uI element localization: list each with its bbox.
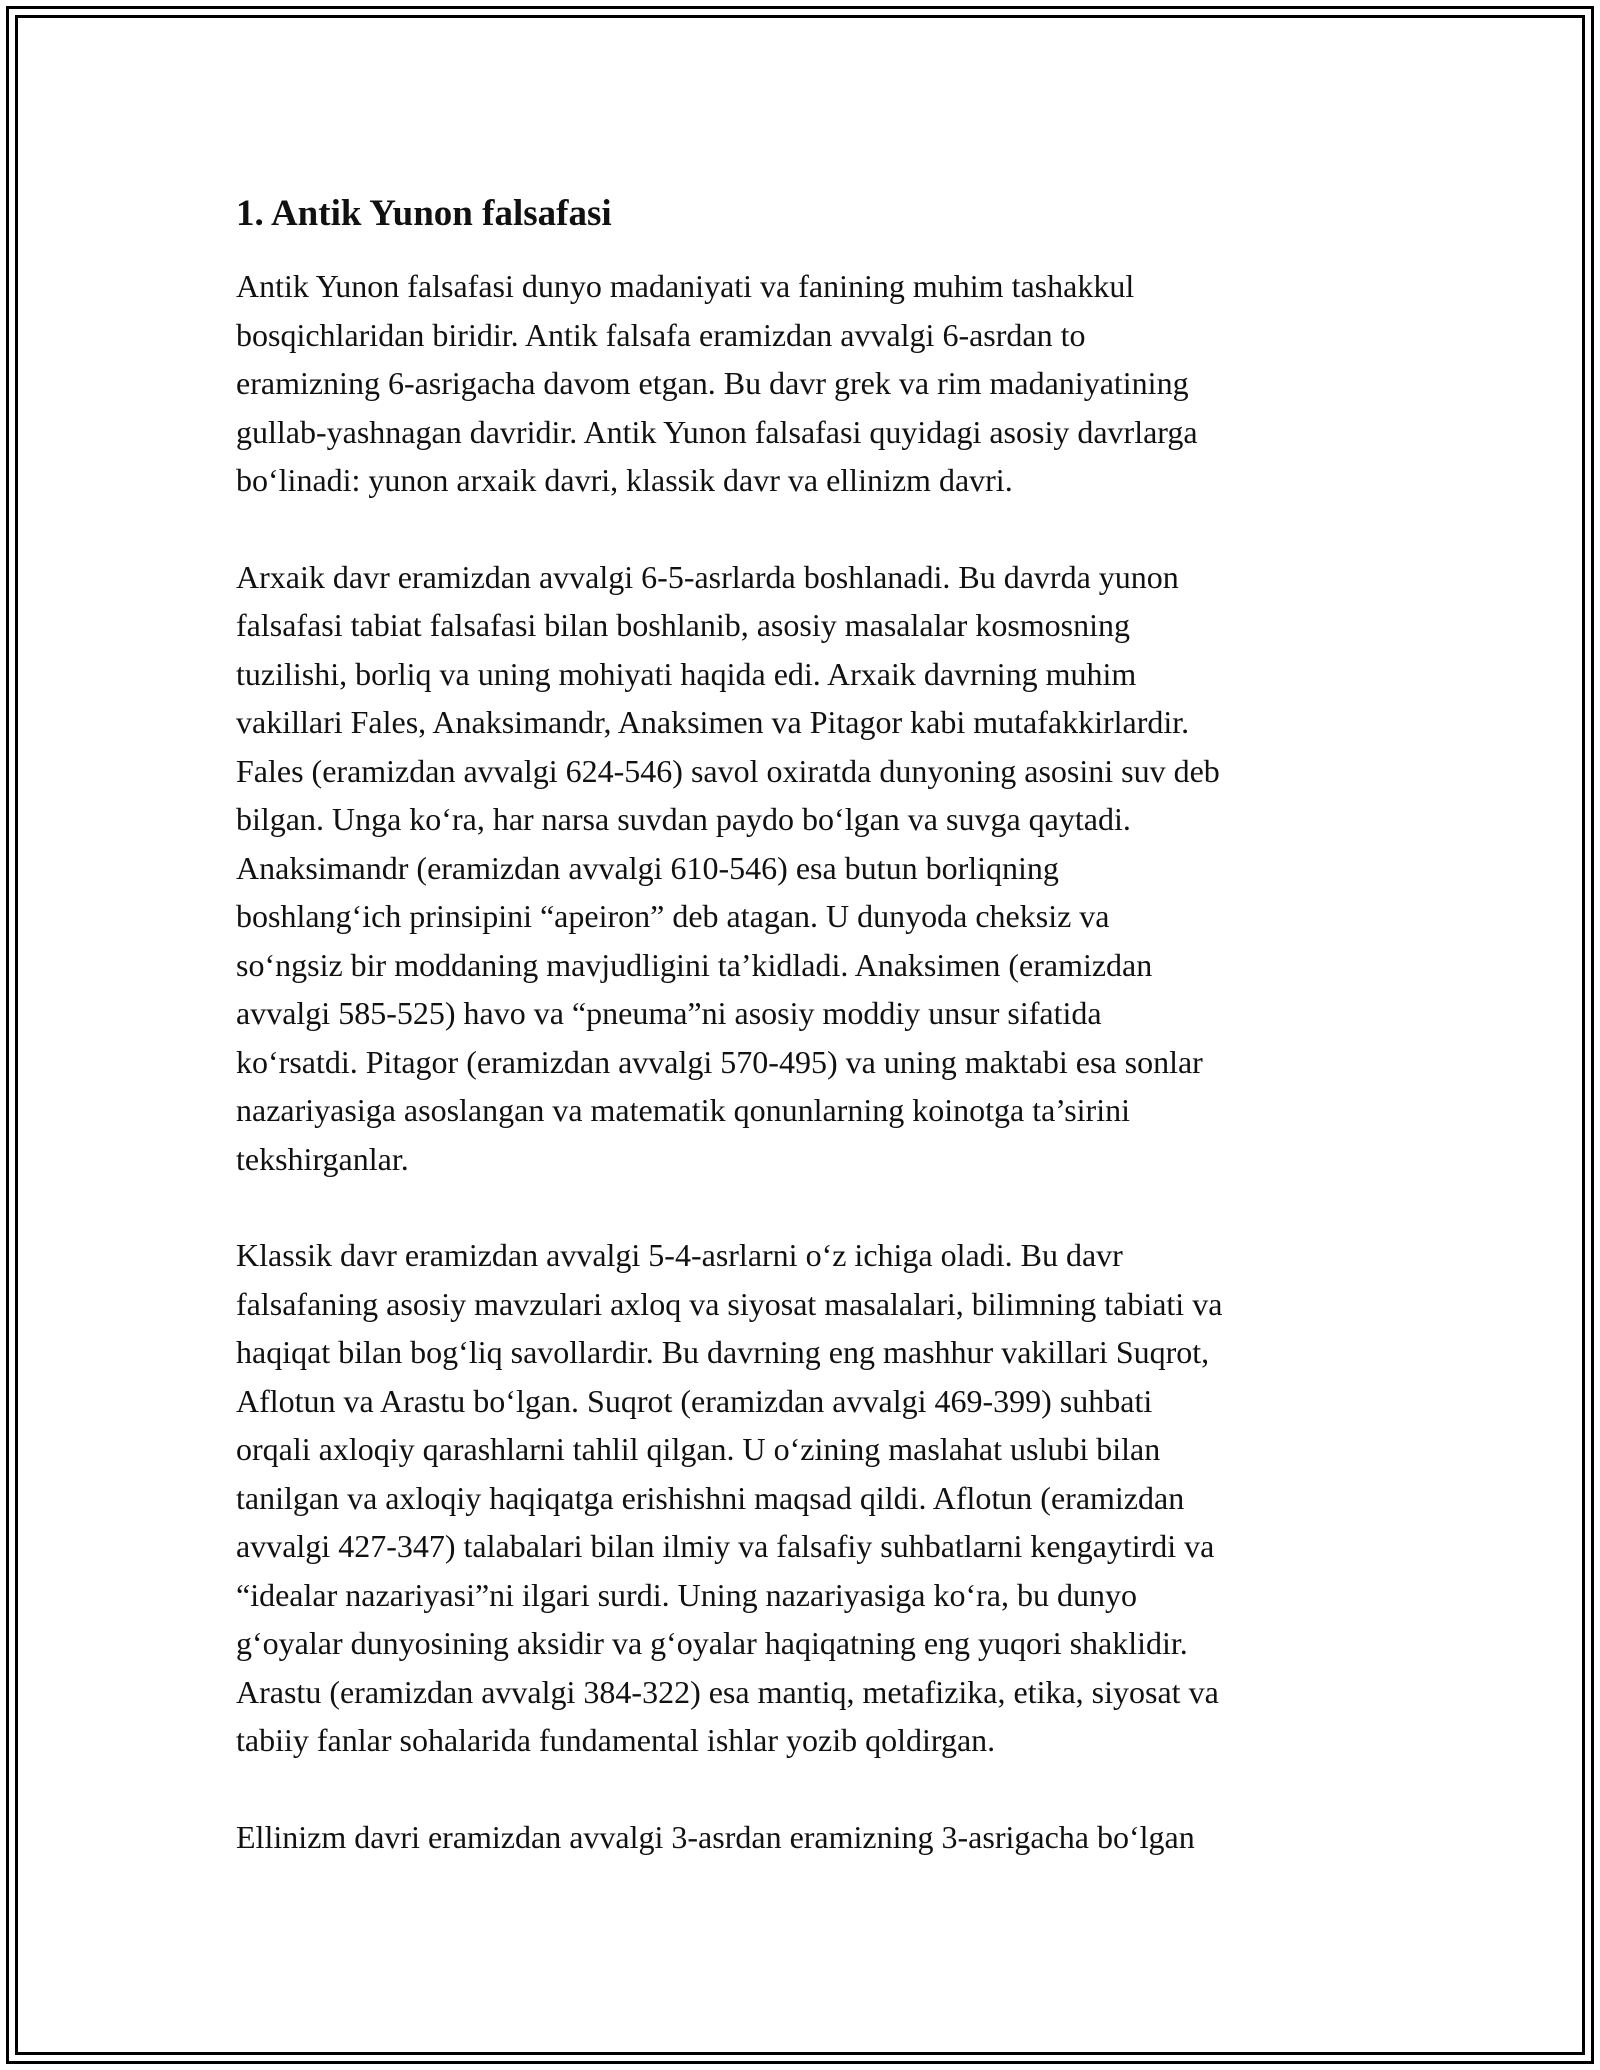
section-heading: 1. Antik Yunon falsafasi — [236, 193, 612, 234]
paragraph-hellenistic-period: Ellinizm davri eramizdan avvalgi 3-asrdan eramizning 3-asrigacha bo‘lgan — [236, 1818, 1195, 1855]
paragraph-intro: Antik Yunon falsafasi dunyo madaniyati va fanining muhim tashakkul bosqichlaridan biridir. Antik falsafa eramizdan avvalgi 6-asrdan to eramizning 6-asrigacha davom etgan. Bu davr grek va rim madaniyatining gullab-yashnagan davridir. Antik Yunon falsafasi quyidagi asosiy davrlarga bo‘linadi: yunon arxaik davri, klassik davr va ellinizm davri. — [236, 268, 1198, 498]
paragraph-archaic-period: Arxaik davr eramizdan avvalgi 6-5-asrlarda boshlanadi. Bu davrda yunon falsafasi tabiat falsafasi bilan boshlanib, asosiy masalalar kosmosning tuzilishi, borliq va uning mohiyati haqida edi. Arxaik davrning muhim vakillari Fales, Anaksimandr, Anaksimen va Pitagor kabi mutafakkirlardir. Fales (eramizdan avvalgi 624-546) savol oxiratda dunyoning asosini suv deb bilgan. Unga ko‘ra, har narsa suvdan paydo bo‘lgan va suvga qaytadi. Anaksimandr (eramizdan avvalgi 610-546) esa butun borliqning boshlang‘ich prinsipini “apeiron” deb atagan. U dunyoda cheksiz va so‘ngsiz bir moddaning mavjudligini ta’kidladi. Anaksimen (eramizdan avvalgi 585-525) havo va “pneuma”ni asosiy moddiy unsur sifatida ko‘rsatdi. Pitagor (eramizdan avvalgi 570-495) va uning maktabi esa sonlar nazariyasiga asoslangan va matematik qonunlarning koinotga ta’sirini tekshirganlar. — [236, 558, 1220, 1177]
document-body — [236, 186, 1396, 1909]
paragraph-classical-period: Klassik davr eramizdan avvalgi 5-4-asrlarni o‘z ichiga oladi. Bu davr falsafaning asosiy mavzulari axloq va siyosat masalalari, bilimning tabiati va haqiqat bilan bog‘liq savollardir. Bu davrning eng mashhur vakillari Suqrot, Aflotun va Arastu bo‘lgan. Suqrot (eramizdan avvalgi 469-399) suhbati orqali axloqiy qarashlarni tahlil qilgan. U o‘zining maslahat uslubi bilan tanilgan va axloqiy haqiqatga erishishni maqsad qildi. Aflotun (eramizdan avvalgi 427-347) talabalari bilan ilmiy va falsafiy suhbatlarni kengaytirdi va “idealar nazariyasi”ni ilgari surdi. Uning nazariyasiga ko‘ra, bu dunyo g‘oyalar dunyosining aksidir va g‘oyalar haqiqatning eng yuqori shaklidir. Arastu (eramizdan avvalgi 384-322) esa mantiq, metafizika, etika, siyosat va tabiiy fanlar sohalarida fundamental ishlar yozib qoldirgan. — [236, 1237, 1223, 1758]
